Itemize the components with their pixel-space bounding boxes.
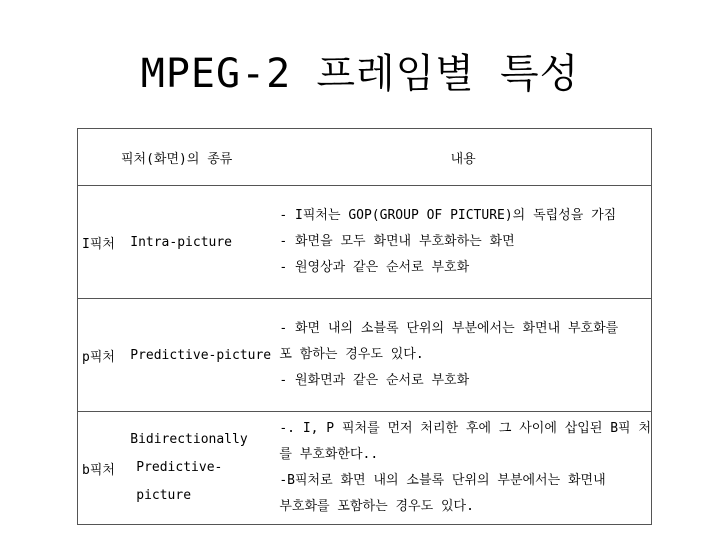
frame-name: p픽처	[78, 299, 131, 412]
description-line: - 화면 내의 소블록 단위의 부분에서는 화면내 부호화를	[279, 321, 619, 336]
header-content: 내용	[275, 129, 651, 186]
table-row	[78, 299, 652, 412]
frame-type: Predictive-picture	[130, 299, 275, 412]
frame-type-line: Bidirectionally	[130, 432, 248, 447]
frame-characteristics-table	[77, 128, 652, 525]
description-line: 포 함하는 경우도 있다.	[279, 347, 424, 362]
description-line: 를 부호화한다..	[279, 447, 379, 462]
frame-name: I픽처	[78, 186, 131, 299]
table-header-row	[78, 129, 652, 186]
frame-description	[275, 299, 651, 412]
table-row	[78, 186, 652, 299]
description-line: - I픽처는 GOP(GROUP OF PICTURE)의 독립성을 가짐	[279, 208, 617, 223]
frame-type	[130, 412, 275, 525]
description-line: 부호화를 포함하는 경우도 있다.	[279, 499, 474, 514]
frame-description	[275, 186, 651, 299]
frame-type-line: Predictive-picture	[136, 460, 223, 503]
description-line: - 원영상과 같은 순서로 부호화	[279, 260, 470, 275]
header-type: 픽처(화면)의 종류	[78, 129, 276, 186]
description-line: -B픽처로 화면 내의 소블록 단위의 부분에서는 화면내	[279, 473, 606, 488]
description-line: - 원화면과 같은 순서로 부호화	[279, 373, 470, 388]
table-row	[78, 412, 652, 525]
description-line: -. I, P 픽처를 먼저 처리한 후에 그 사이에 삽입된 B픽 처	[279, 421, 651, 436]
frame-name: b픽처	[78, 412, 131, 525]
frame-description	[275, 412, 651, 525]
description-line: - 화면을 모두 화면내 부호화하는 화면	[279, 234, 515, 249]
page-title: MPEG-2 프레임별 특성	[140, 51, 580, 97]
frame-type: Intra-picture	[130, 186, 275, 299]
